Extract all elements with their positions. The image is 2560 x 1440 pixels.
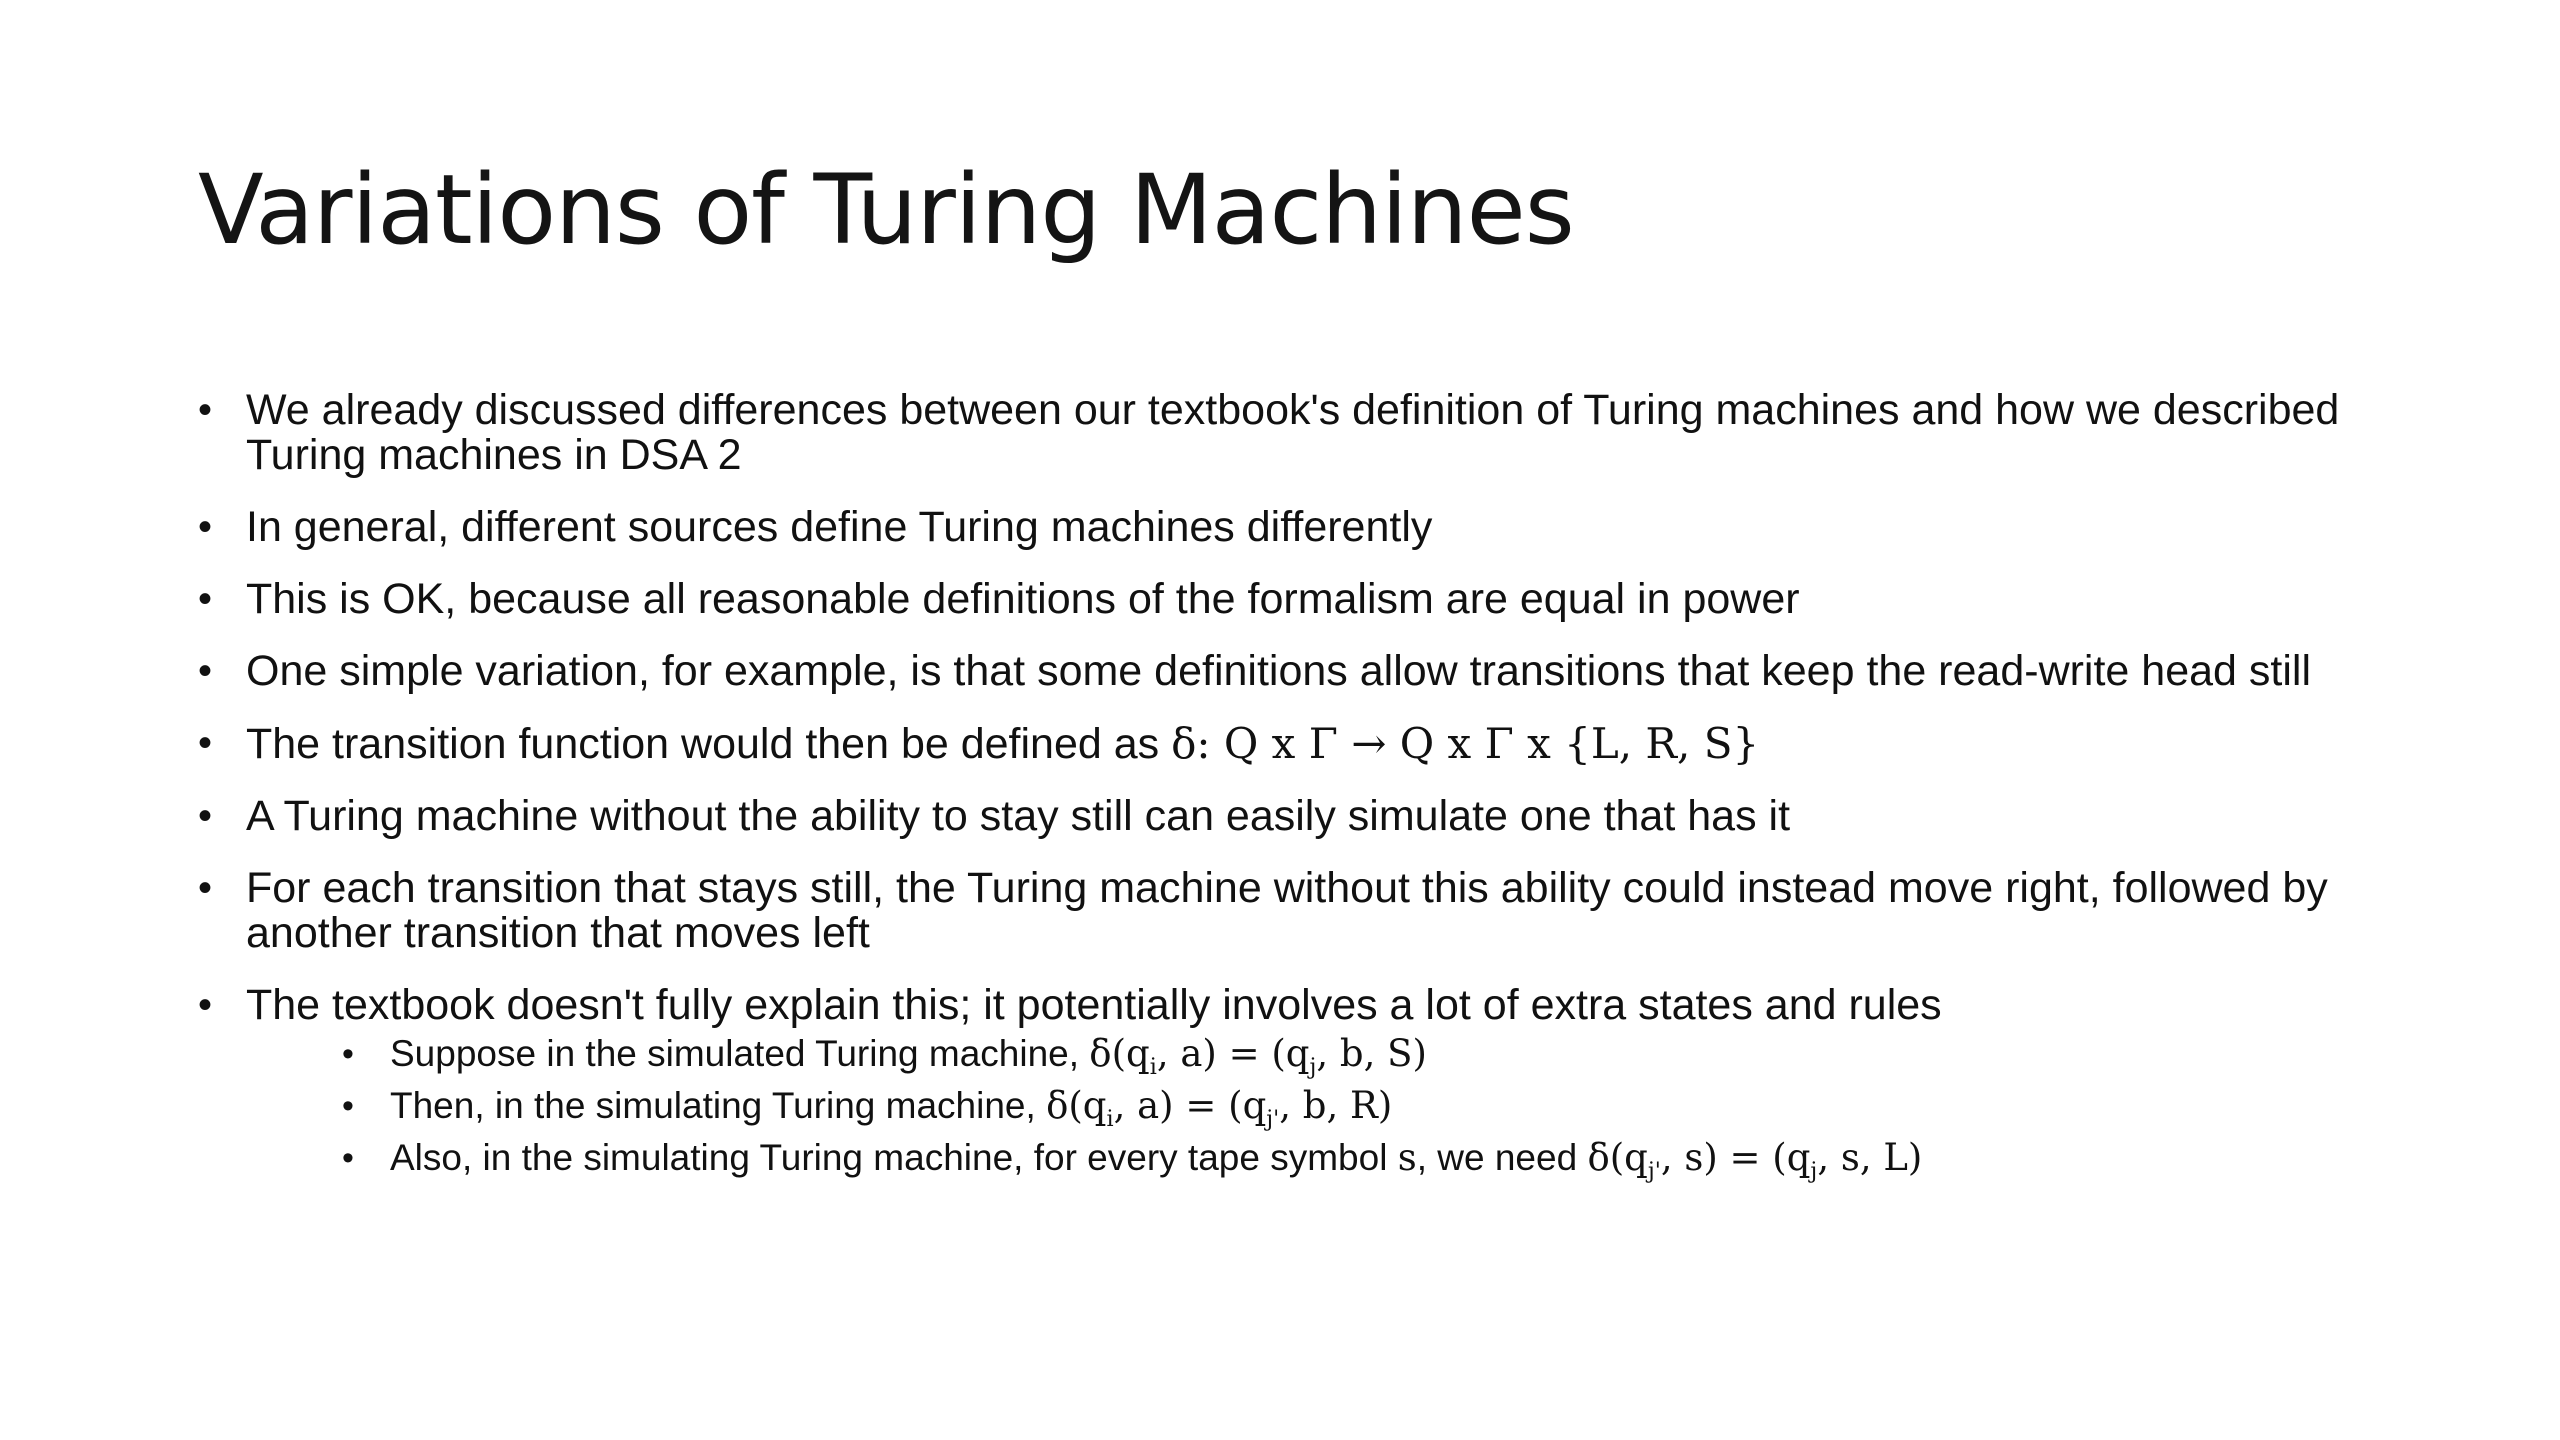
sub-bullet-dot: • bbox=[342, 1087, 354, 1125]
sub-bullet-text: , we need bbox=[1416, 1137, 1588, 1178]
bullet-text: For each transition that stays still, the Turing machine without this ability could instead move right, followed by another transition that moves left bbox=[246, 864, 2328, 957]
bullet-item bbox=[198, 649, 2398, 694]
bullet-text: The transition function would then be defined as bbox=[246, 720, 1172, 768]
bullet-dot: • bbox=[198, 505, 213, 549]
sub-bullet-formula: $\delta(q_i$, $a) = (q_{j'}$, b, R) bbox=[1046, 1084, 1393, 1132]
sub-bullet-list bbox=[246, 1028, 2398, 1184]
bullet-text: We already discussed differences between our textbook's definition of Turing machines and how we described Turing machines in DSA 2 bbox=[246, 386, 2340, 479]
sub-bullet-text: Then, in the simulating Turing machine, bbox=[390, 1085, 1047, 1126]
bullet-item bbox=[198, 983, 2398, 1184]
sub-bullet-item bbox=[342, 1132, 2398, 1184]
bullet-item bbox=[198, 505, 2398, 550]
slide-title: Variations of Turing Machines bbox=[198, 154, 1574, 266]
transition-formula: δ: Q x Γ → Q x Γ x {L, R, S} bbox=[1171, 719, 1760, 768]
bullet-item bbox=[198, 721, 2398, 767]
bullet-dot: • bbox=[198, 794, 213, 838]
sub-bullet-dot: • bbox=[342, 1139, 354, 1177]
sub-bullet-dot: • bbox=[342, 1035, 354, 1073]
bullet-item bbox=[198, 388, 2398, 478]
bullet-dot: • bbox=[198, 649, 213, 693]
bullet-dot: • bbox=[198, 983, 213, 1027]
bullet-item bbox=[198, 794, 2398, 839]
sub-bullet-formula: $\delta(q_{j'}$, $s) = (q_j$, s, L) bbox=[1587, 1136, 1923, 1184]
bullet-dot: • bbox=[198, 577, 213, 621]
tape-symbol: s bbox=[1397, 1136, 1417, 1179]
bullet-item bbox=[198, 577, 2398, 622]
sub-bullet-item bbox=[342, 1028, 2398, 1080]
sub-bullet-text: Also, in the simulating Turing machine, for every tape symbol bbox=[390, 1137, 1398, 1178]
sub-bullet-text: Suppose in the simulated Turing machine, bbox=[390, 1033, 1090, 1074]
bullet-list bbox=[198, 388, 2398, 1211]
bullet-dot: • bbox=[198, 721, 213, 765]
bullet-text: In general, different sources define Turing machines differently bbox=[246, 503, 1433, 551]
bullet-text: The textbook doesn't fully explain this; it potentially involves a lot of extra states and rules bbox=[246, 981, 1942, 1029]
sub-bullet-item bbox=[342, 1080, 2398, 1132]
bullet-item bbox=[198, 866, 2398, 956]
bullet-text: This is OK, because all reasonable definitions of the formalism are equal in power bbox=[246, 575, 1800, 623]
bullet-text: One simple variation, for example, is that some definitions allow transitions that keep the read-write head still bbox=[246, 647, 2312, 695]
bullet-dot: • bbox=[198, 388, 213, 432]
bullet-text: A Turing machine without the ability to stay still can easily simulate one that has it bbox=[246, 792, 1791, 840]
bullet-dot: • bbox=[198, 866, 213, 910]
sub-bullet-formula: $\delta(q_i$, $a) = (q_j$, b, S) bbox=[1089, 1032, 1427, 1080]
